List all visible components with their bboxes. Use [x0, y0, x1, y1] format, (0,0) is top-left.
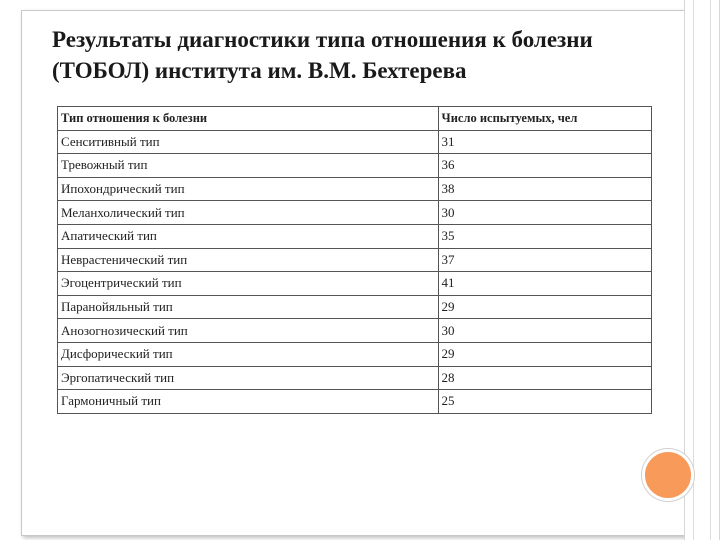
cell-type: Гармоничный тип [58, 390, 439, 414]
cell-count: 37 [438, 248, 651, 272]
cell-count: 31 [438, 130, 651, 154]
table-header-row [58, 107, 652, 131]
cell-type: Неврастенический тип [58, 248, 439, 272]
cell-type: Анозогнозический тип [58, 319, 439, 343]
table-row [58, 319, 652, 343]
cell-type: Эргопатический тип [58, 366, 439, 390]
cell-count: 36 [438, 154, 651, 178]
table-row [58, 342, 652, 366]
header-type: Тип отношения к болезни [58, 107, 439, 131]
table-row [58, 224, 652, 248]
cell-type: Ипохондрический тип [58, 177, 439, 201]
table-row [58, 366, 652, 390]
cell-type: Апатический тип [58, 224, 439, 248]
table-row [58, 295, 652, 319]
cell-count: 28 [438, 366, 651, 390]
results-table [57, 106, 652, 414]
table-row [58, 177, 652, 201]
table-row [58, 248, 652, 272]
cell-type: Дисфорический тип [58, 342, 439, 366]
cell-count: 30 [438, 319, 651, 343]
cell-count: 38 [438, 177, 651, 201]
cell-type: Паранойяльный тип [58, 295, 439, 319]
table-row [58, 154, 652, 178]
right-decorative-rail [684, 0, 720, 540]
cell-count: 35 [438, 224, 651, 248]
table-row [58, 390, 652, 414]
cell-type: Тревожный тип [58, 154, 439, 178]
cell-type: Эгоцентрический тип [58, 272, 439, 296]
table-row [58, 201, 652, 225]
cell-count: 41 [438, 272, 651, 296]
slide-title-line-2: (ТОБОЛ) института им. В.М. Бехтерева [52, 58, 467, 83]
orange-circle-icon [642, 449, 694, 501]
cell-count: 25 [438, 390, 651, 414]
cell-type: Меланхолический тип [58, 201, 439, 225]
cell-count: 29 [438, 342, 651, 366]
table-row [58, 130, 652, 154]
cell-count: 30 [438, 201, 651, 225]
slide-title-line-1: Результаты диагностики типа отношения к болезни [52, 27, 593, 52]
cell-type: Сенситивный тип [58, 130, 439, 154]
slide-title [52, 24, 652, 86]
cell-count: 29 [438, 295, 651, 319]
table-row [58, 272, 652, 296]
right-rail-inner-lines [693, 0, 711, 540]
header-count: Число испытуемых, чел [438, 107, 651, 131]
